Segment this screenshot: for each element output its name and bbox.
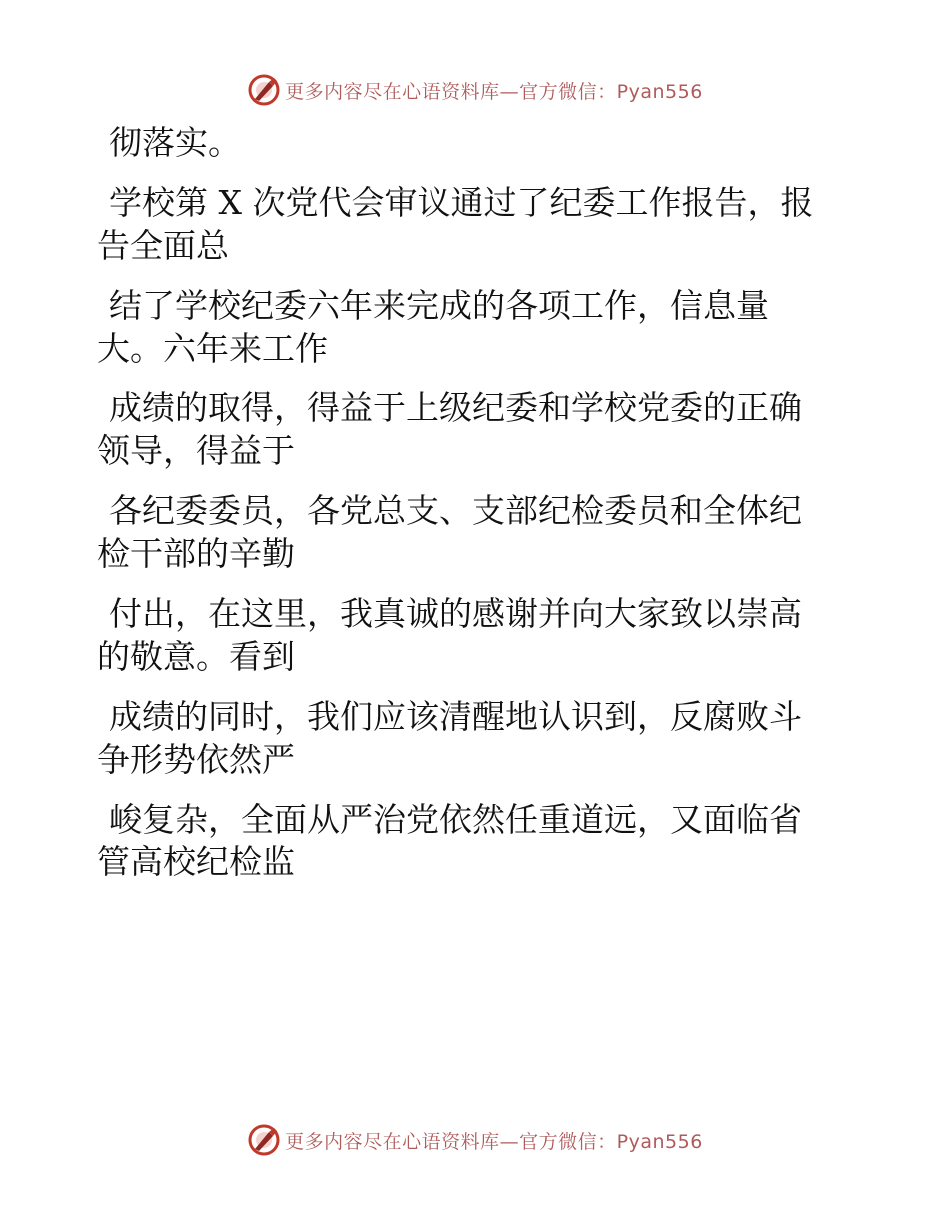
body-line: 大。六年来工作 [97, 328, 328, 368]
banner-label: 更多内容尽在心语资料库—官方微信： [285, 80, 617, 103]
body-line: 结了学校纪委六年来完成的各项工作，信息量 [109, 285, 769, 325]
body-line: 学校第 X 次党代会审议通过了纪委工作报告，报 [109, 182, 814, 222]
banner-label: 更多内容尽在心语资料库—官方微信： [285, 1130, 617, 1153]
wechat-id: Pyan556 [616, 1130, 703, 1153]
body-line: 检干部的辛勤 [97, 534, 295, 574]
footer-banner [0, 1120, 950, 1160]
document-body [97, 122, 837, 884]
pen-nib-logo-icon [247, 1123, 281, 1157]
wechat-id: Pyan556 [616, 80, 703, 103]
body-line: 的敬意。看到 [97, 636, 295, 676]
body-line: 告全面总 [97, 225, 229, 265]
body-line: 领导，得益于 [97, 431, 295, 471]
body-line: 管高校纪检监 [97, 842, 295, 882]
body-line: 峻复杂，全面从严治党依然任重道远，又面临省 [109, 799, 802, 839]
body-line: 各纪委委员，各党总支、支部纪检委员和全体纪 [109, 491, 802, 531]
pen-nib-logo-icon [247, 73, 281, 107]
body-line: 付出，在这里，我真诚的感谢并向大家致以崇高 [109, 594, 802, 634]
body-line: 彻落实。 [109, 123, 241, 162]
body-line: 争形势依然严 [97, 739, 295, 779]
body-line: 成绩的同时，我们应该清醒地认识到，反腐败斗 [109, 696, 802, 736]
body-line: 成绩的取得，得益于上级纪委和学校党委的正确 [109, 388, 802, 428]
banner-text [285, 1127, 703, 1154]
header-banner [0, 70, 950, 110]
banner-text [285, 77, 703, 104]
